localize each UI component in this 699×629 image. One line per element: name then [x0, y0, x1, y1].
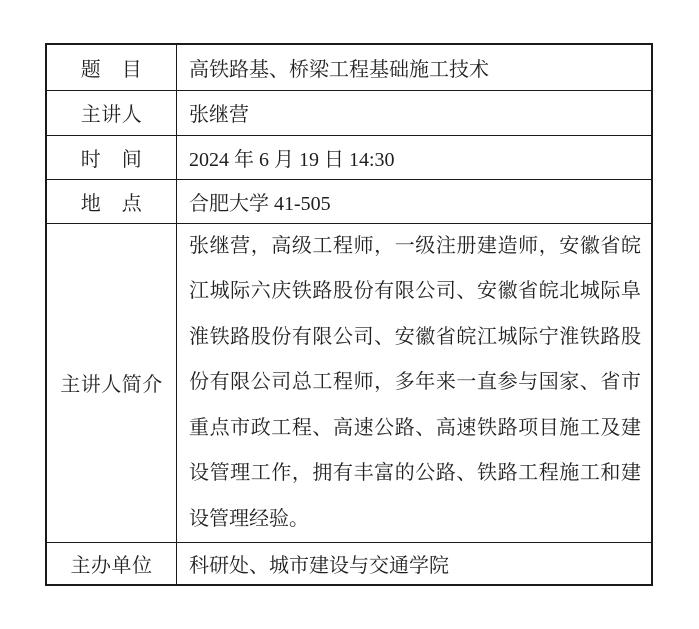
lecture-notice-table — [45, 43, 653, 586]
bio-line: 江城际六庆铁路股份有限公司、安徽省皖北城际阜 — [189, 280, 641, 302]
row-value-title: 高铁路基、桥梁工程基础施工技术 — [177, 44, 653, 90]
row-value-speaker: 张继营 — [177, 90, 653, 135]
table-row-time — [46, 135, 652, 179]
row-label-speaker: 主讲人 — [46, 90, 177, 135]
bio-line: 淮铁路股份有限公司、安徽省皖江城际宁淮铁路股 — [189, 325, 641, 348]
row-label-location: 地 点 — [46, 179, 177, 223]
row-label-bio: 主讲人简介 — [46, 223, 177, 543]
row-value-location: 合肥大学 41-505 — [177, 179, 653, 223]
bio-line: 设管理经验。 — [189, 507, 309, 530]
table-row-title — [46, 44, 652, 90]
row-value-organizer: 科研处、城市建设与交通学院 — [177, 543, 653, 585]
bio-line: 设管理工作，拥有丰富的公路、铁路工程施工和建 — [189, 462, 641, 484]
bio-line: 张继营，高级工程师，一级注册建造师，安徽省皖 — [189, 234, 641, 257]
bio-line: 份有限公司总工程师，多年来一直参与国家、省市 — [189, 371, 641, 393]
row-label-organizer: 主办单位 — [46, 543, 177, 585]
row-value-time: 2024 年 6 月 19 日 14:30 — [177, 135, 653, 179]
row-value-bio — [177, 223, 653, 543]
table-row-speaker — [46, 90, 652, 135]
row-label-title: 题 目 — [46, 44, 177, 90]
table-row-location — [46, 179, 652, 223]
table-row-bio — [46, 223, 652, 543]
row-label-time: 时 间 — [46, 135, 177, 179]
bio-line: 重点市政工程、高速公路、高速铁路项目施工及建 — [189, 416, 641, 439]
table-row-organizer — [46, 543, 652, 585]
